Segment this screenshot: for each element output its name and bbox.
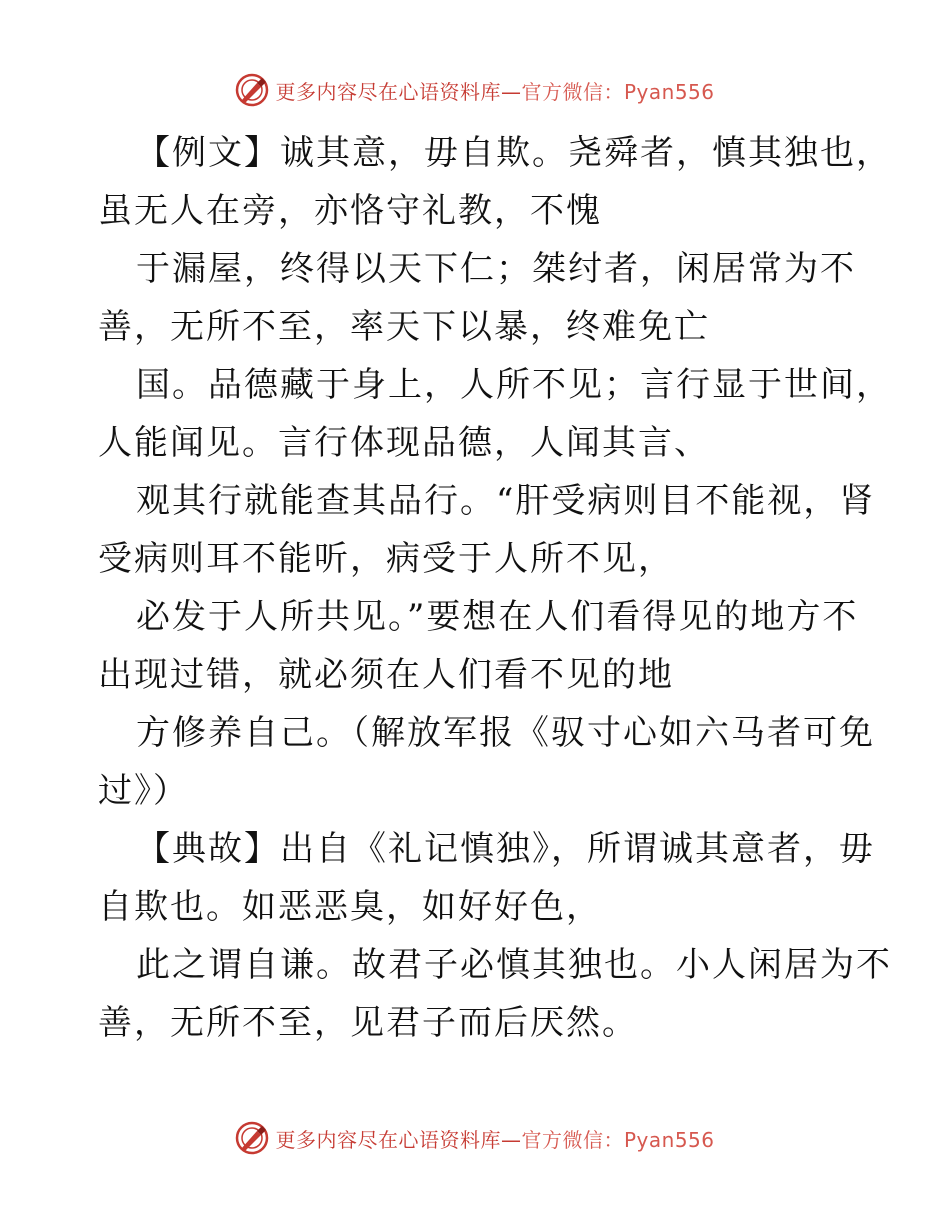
watermark-dash: —: [500, 1127, 522, 1152]
header-watermark-inner: [235, 73, 714, 107]
text-line: 自欺也。如恶恶臭，如好好色，: [98, 887, 602, 927]
text-line: 善，无所不至，率天下以暴，终难免亡: [98, 307, 710, 347]
text-line: 【例文】诚其意，毋自欺。尧舜者，慎其独也，: [136, 133, 892, 173]
pen-logo-icon: [235, 1121, 269, 1155]
text-line: 出现过错，就必须在人们看不见的地: [98, 655, 674, 695]
footer-watermark-text: [275, 1124, 714, 1153]
text-line: 必发于人所共见。”要想在人们看得见的地方不: [136, 597, 859, 637]
text-line: 【典故】出自《礼记慎独》，所谓诚其意者，毋: [136, 829, 875, 869]
watermark-wechat-label: 官方微信：: [521, 1127, 624, 1152]
header-watermark: [0, 70, 950, 110]
text-line: 于漏屋，终得以天下仁；桀纣者，闲居常为不: [136, 249, 856, 289]
pen-logo-icon: [235, 73, 269, 107]
text-line: 受病则耳不能听，病受于人所不见，: [98, 539, 674, 579]
text-line: 方修养自己。（解放军报《驭寸心如六马者可免: [136, 713, 875, 753]
text-line: 过》）: [98, 771, 189, 811]
text-line: 观其行就能查其品行。“肝受病则目不能视，肾: [136, 481, 876, 521]
text-line: 此之谓自谦。故君子必慎其独也。小人闲居为不: [136, 945, 892, 985]
footer-watermark: [0, 1118, 950, 1158]
footer-watermark-inner: [235, 1121, 714, 1155]
text-line: 国。品德藏于身上，人所不见；言行显于世间，: [136, 365, 892, 405]
text-line: 善，无所不至，见君子而后厌然。: [98, 1003, 638, 1043]
watermark-wechat-id: Pyan556: [623, 79, 715, 104]
document-body: [98, 124, 892, 1052]
watermark-main-text: 更多内容尽在心语资料库: [275, 1127, 501, 1152]
watermark-wechat-id: Pyan556: [623, 1127, 715, 1152]
watermark-wechat-label: 官方微信：: [521, 79, 624, 104]
watermark-dash: —: [500, 79, 522, 104]
text-line: 人能闻见。言行体现品德，人闻其言、: [98, 423, 710, 463]
watermark-main-text: 更多内容尽在心语资料库: [275, 79, 501, 104]
header-watermark-text: [275, 76, 714, 105]
text-line: 虽无人在旁，亦恪守礼教，不愧: [98, 191, 602, 231]
